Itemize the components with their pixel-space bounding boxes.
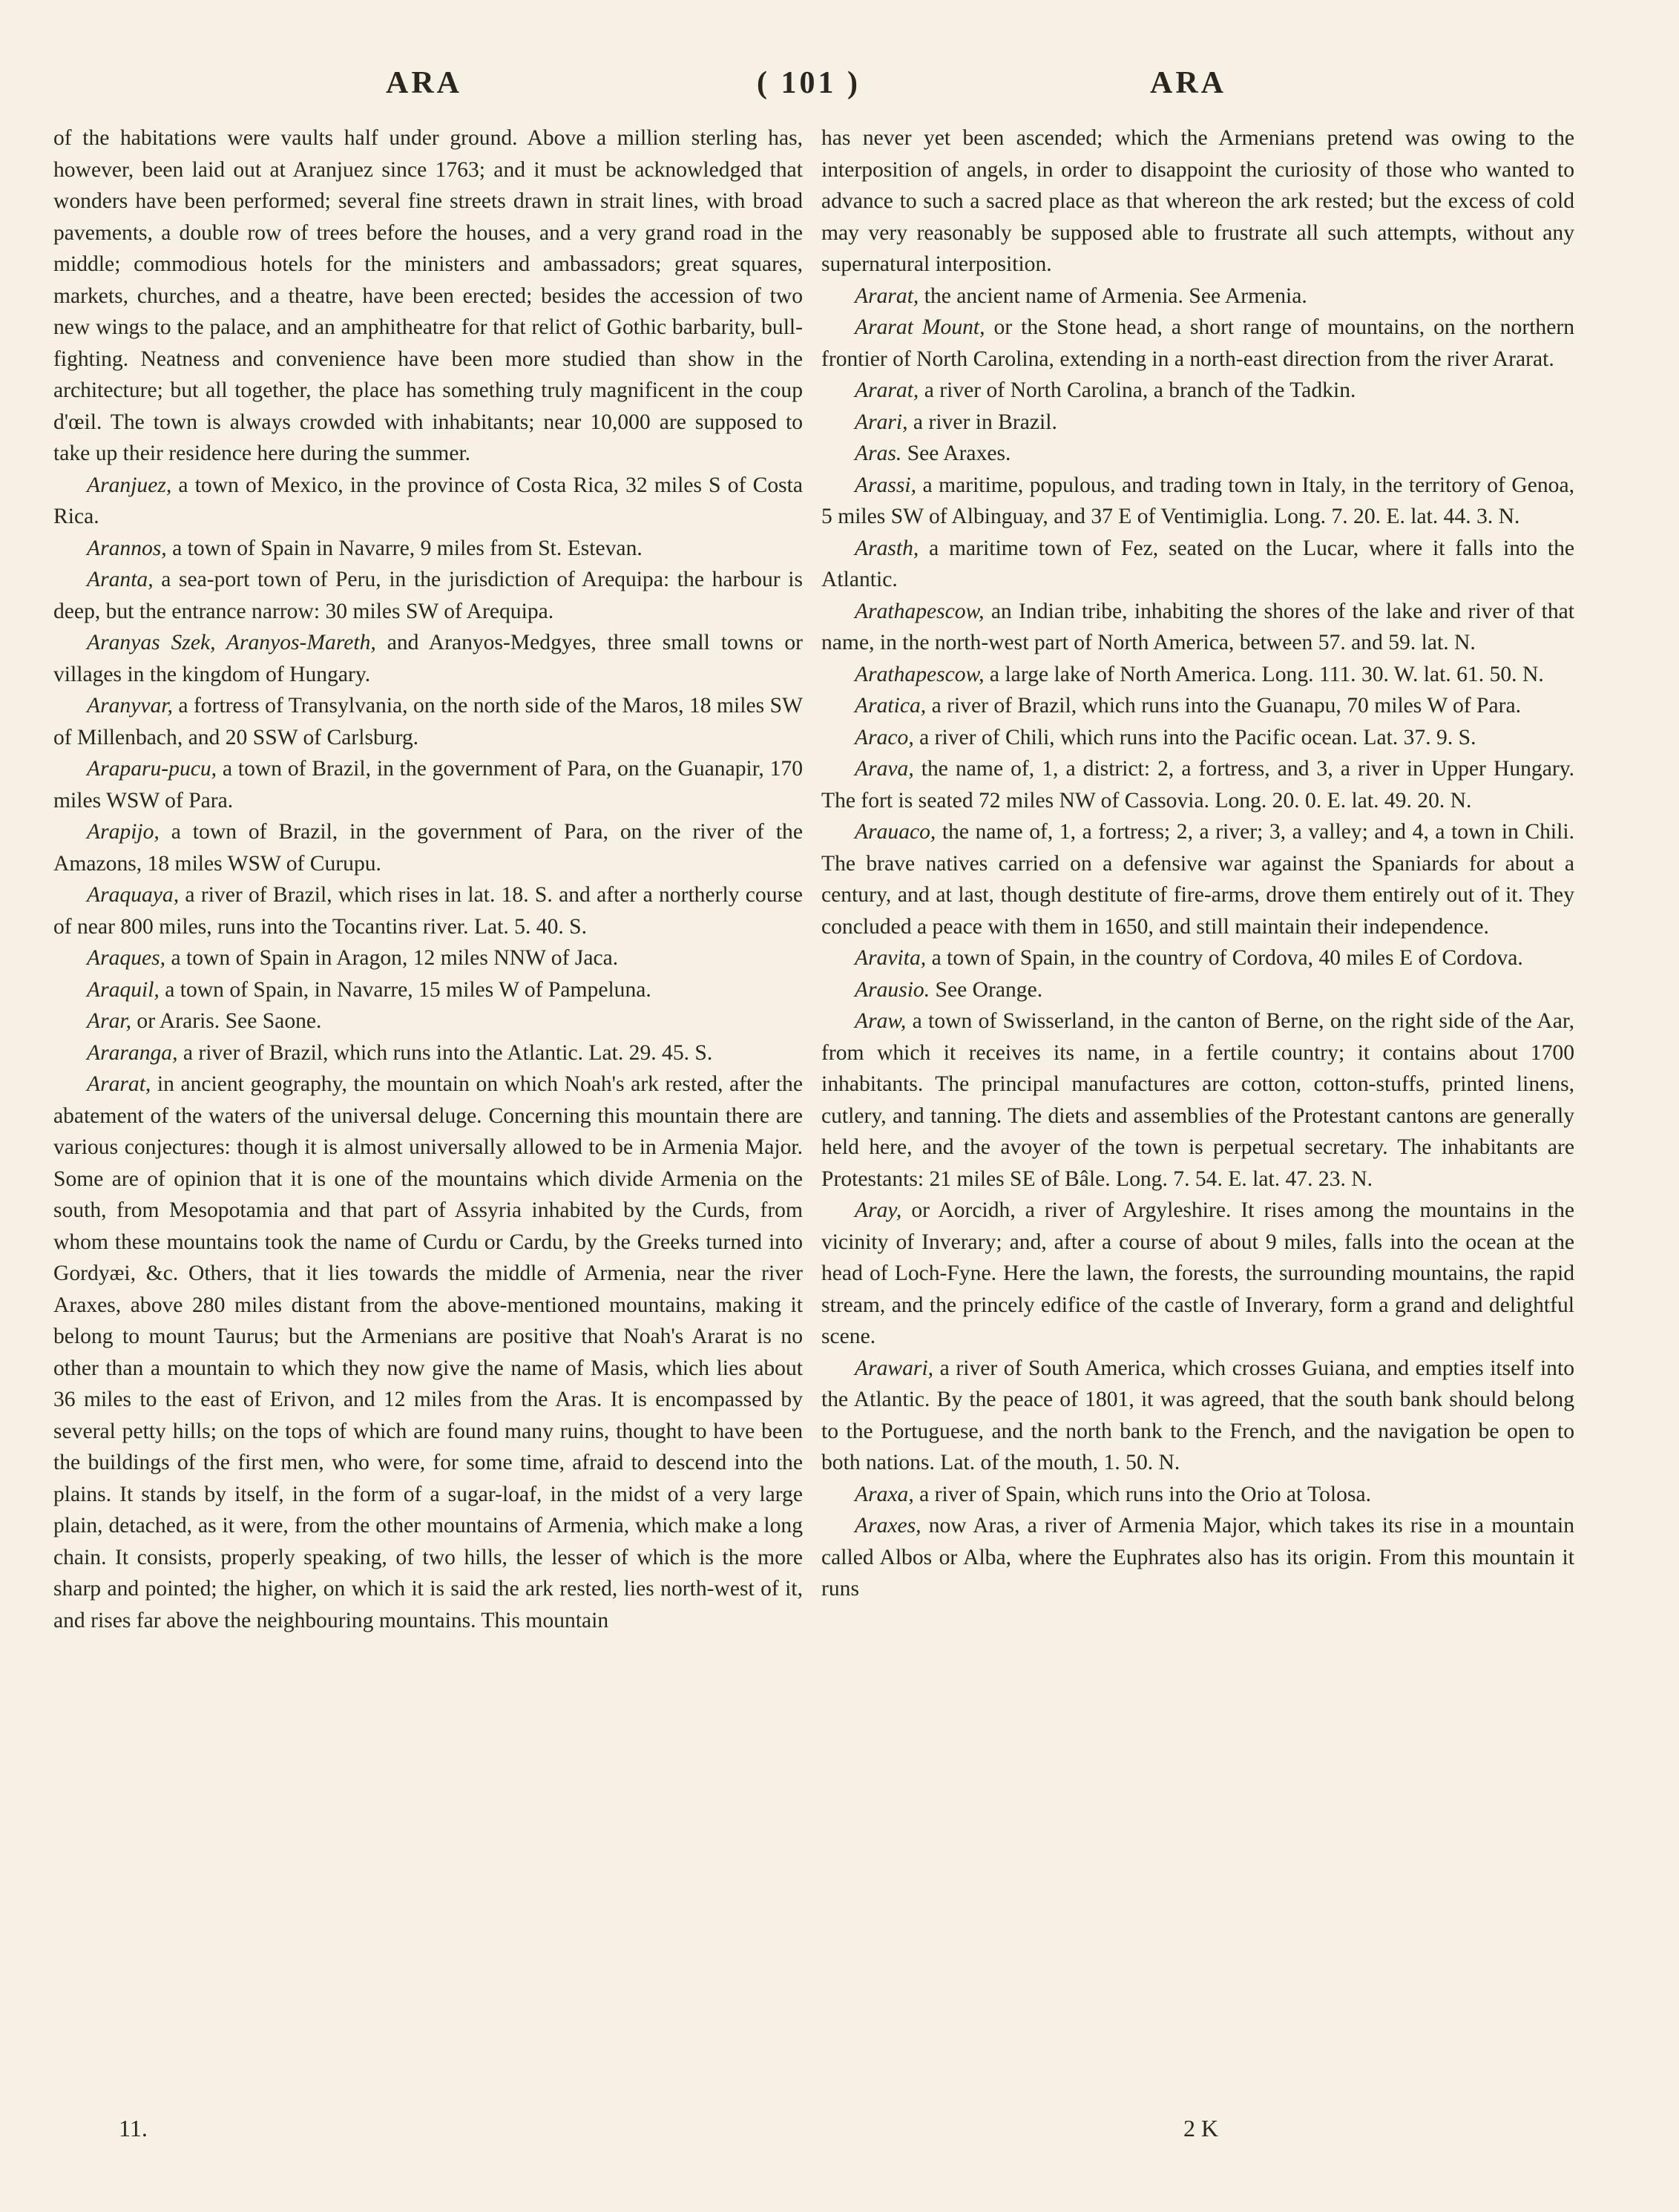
- entry-headword: Araw,: [855, 1009, 907, 1033]
- entry-body: a river of Brazil, which runs into the Guanapu, 70 miles W of Para.: [926, 694, 1522, 718]
- entry-headword: Araparu-pucu,: [87, 757, 217, 781]
- dictionary-entry: [53, 1005, 803, 1037]
- dictionary-entry: [53, 533, 803, 565]
- entry-headword: Araques,: [87, 946, 166, 970]
- dictionary-entry: [821, 753, 1574, 816]
- entry-headword: Ararat,: [855, 378, 919, 402]
- dictionary-entry: [821, 1510, 1574, 1605]
- entry-headword: Araxes,: [855, 1514, 921, 1537]
- entry-body: has never yet been ascended; which the Armenians pretend was owing to the interposition of angels, in order to disappoint the curiosity of those who wanted to advance to such a sacred place as that whereon the ark rested; but the excess of cold may very reasonably be supposed able to frustrate all such attempts, without any supernatural interposition.: [821, 126, 1574, 276]
- dictionary-entry: [821, 407, 1574, 439]
- entry-headword: Arassi,: [855, 473, 917, 497]
- entry-headword: Aras.: [855, 442, 902, 465]
- dictionary-entry: [821, 470, 1574, 533]
- header-right-word: ARA: [1150, 66, 1226, 100]
- gathering-mark: 2 K: [1183, 2115, 1219, 2142]
- entry-body: a river of Brazil, which rises in lat. 18. S. and after a northerly course of near 800 miles, runs into the Tocantins river. Lat. 5. 40. S.: [53, 883, 803, 939]
- entry-body: a river of South America, which crosses Guiana, and empties itself into the Atlantic. By the peace of 1801, it was agreed, that the south bank should belong to the Portuguese, and the north bank to the French, and the navigation be open to both nations. Lat. of the mouth, 1. 50. N.: [821, 1356, 1574, 1474]
- dictionary-entry: [821, 1195, 1574, 1353]
- entry-body: the name of, 1, a district: 2, a fortress, and 3, a river in Upper Hungary. The fort is seated 72 miles NW of Cassovia. Long. 20. 0. E. lat. 49. 20. N.: [821, 757, 1574, 813]
- dictionary-entry: [821, 816, 1574, 942]
- dictionary-entry: [53, 974, 803, 1006]
- entry-body: a town of Spain in Navarre, 9 miles from St. Estevan.: [166, 536, 643, 560]
- entry-body: See Araxes.: [901, 442, 1011, 465]
- entry-body: a large lake of North America. Long. 111. 30. W. lat. 61. 50. N.: [984, 662, 1544, 686]
- entry-headword: Arar,: [87, 1009, 132, 1033]
- entry-headword: Arauaco,: [855, 820, 936, 844]
- dictionary-entry: [53, 942, 803, 974]
- dictionary-entry: [821, 1005, 1574, 1195]
- dictionary-entry: [821, 533, 1574, 596]
- entry-headword: Aray,: [855, 1198, 902, 1222]
- entry-headword: Ararat,: [87, 1072, 151, 1096]
- entry-body: a town of Brazil, in the government of Para, on the river of the Amazons, 18 miles WSW of Curupu.: [53, 820, 803, 876]
- dictionary-entry: [821, 1353, 1574, 1479]
- dictionary-entry: [821, 974, 1574, 1006]
- entry-headword: Arausio.: [855, 977, 930, 1002]
- dictionary-entry: [821, 1479, 1574, 1511]
- dictionary-entry: [53, 470, 803, 533]
- entry-headword: Arawari,: [855, 1356, 934, 1380]
- entry-body: a town of Brazil, in the government of Para, on the Guanapir, 170 miles WSW of Para.: [53, 757, 803, 813]
- entry-headword: Arasth,: [855, 536, 919, 560]
- entry-body: a maritime, populous, and trading town in Italy, in the territory of Genoa, 5 miles SW of Albinguay, and 37 E of Ventimiglia. Long. 7. 20. E. lat. 44. 3. N.: [821, 473, 1574, 528]
- dictionary-entry: [821, 596, 1574, 659]
- entry-body: a maritime town of Fez, seated on the Lucar, where it falls into the Atlantic.: [821, 536, 1574, 591]
- entry-headword: Aranjuez,: [87, 473, 172, 497]
- entry-body: a town of Mexico, in the province of Costa Rica, 32 miles S of Costa Rica.: [53, 473, 803, 528]
- entry-headword: Arava,: [855, 757, 914, 781]
- dictionary-entry: [821, 375, 1574, 407]
- dictionary-entry: [53, 879, 803, 942]
- dictionary-entry: [53, 1037, 803, 1069]
- entry-headword: Arathapescow,: [855, 599, 985, 623]
- dictionary-entry: [821, 722, 1574, 754]
- dictionary-entry: [53, 816, 803, 879]
- left-column: [53, 122, 803, 1636]
- dictionary-entry: [53, 1069, 803, 1636]
- entry-headword: Arapijo,: [87, 820, 160, 844]
- entry-headword: Araquaya,: [87, 883, 180, 907]
- entry-headword: Ararat Mount,: [855, 315, 985, 339]
- entry-body: a town of Spain in Aragon, 12 miles NNW of Jaca.: [165, 946, 619, 970]
- entry-body: a river of Spain, which runs into the Orio at Tolosa.: [913, 1482, 1372, 1506]
- entry-headword: Ararat,: [855, 283, 919, 308]
- entry-body: an Indian tribe, inhabiting the shores of the lake and river of that name, in the north-west part of North America, between 57. and 59. lat. N.: [821, 599, 1574, 654]
- header-left-word: ARA: [386, 66, 462, 100]
- entry-body: a river in Brazil.: [907, 410, 1057, 434]
- dictionary-entry: [821, 942, 1574, 974]
- continued-text: [821, 122, 1574, 280]
- running-header: [52, 65, 1558, 117]
- entry-body: or the Stone head, a short range of mountains, on the northern frontier of North Carolina, extending in a north-east direction from the river Ararat.: [821, 315, 1574, 371]
- entry-body: or Araris. See Saone.: [131, 1009, 322, 1033]
- entry-headword: Araxa,: [855, 1482, 914, 1506]
- signature-mark: 11.: [119, 2115, 148, 2142]
- entry-body: a town of Spain, in the country of Cordova, 40 miles E of Cordova.: [926, 946, 1523, 970]
- entry-body: or Aorcidh, a river of Argyleshire. It rises among the mountains in the vicinity of Inverary; and, after a course of about 9 miles, falls into the ocean at the head of Loch-Fyne. Here the lawn, the forests, the surrounding mountains, the rapid stream, and the princely edifice of the castle of Inverary, form a grand and delightful scene.: [821, 1198, 1574, 1348]
- entry-body: a river of North Carolina, a branch of the Tadkin.: [919, 378, 1356, 402]
- entry-body: now Aras, a river of Armenia Major, which takes its rise in a mountain called Albos or Alba, where the Euphrates also has its origin. From this mountain it runs: [821, 1514, 1574, 1601]
- entry-headword: Aranyas Szek, Aranyos-Mareth,: [87, 631, 376, 654]
- entry-body: a sea-port town of Peru, in the jurisdiction of Arequipa: the harbour is deep, but the entrance narrow: 30 miles SW of Arequipa.: [53, 568, 803, 623]
- dictionary-entry: [53, 690, 803, 753]
- entry-headword: Aravita,: [855, 946, 927, 970]
- entry-body: a river of Chili, which runs into the Pacific ocean. Lat. 37. 9. S.: [913, 725, 1476, 749]
- entry-body: the name of, 1, a fortress; 2, a river; 3, a valley; and 4, a town in Chili. The brave natives carried on a defensive war against the Spaniards for about a century, and at last, though destitute of fire-arms, drove them entirely out of it. They concluded a peace with them in 1650, and still maintain their independence.: [821, 820, 1574, 939]
- dictionary-entry: [821, 438, 1574, 470]
- dictionary-entry: [821, 312, 1574, 375]
- dictionary-entry: [821, 280, 1574, 312]
- entry-headword: Arathapescow,: [855, 662, 985, 686]
- entry-body: the ancient name of Armenia. See Armenia.: [919, 283, 1307, 308]
- right-column: [821, 122, 1574, 1605]
- dictionary-entry: [53, 627, 803, 690]
- entry-body: a river of Brazil, which runs into the Atlantic. Lat. 29. 45. S.: [177, 1040, 713, 1065]
- dictionary-entry: [821, 659, 1574, 691]
- page-number: ( 101 ): [757, 66, 861, 100]
- entry-headword: Aratica,: [855, 694, 927, 718]
- entry-body: a town of Spain, in Navarre, 15 miles W of Pampeluna.: [159, 977, 651, 1002]
- continued-text: [53, 122, 803, 470]
- entry-headword: Araranga,: [87, 1040, 178, 1065]
- entry-body: a fortress of Transylvania, on the north side of the Maros, 18 miles SW of Millenbach, and 20 SSW of Carlsburg.: [53, 694, 803, 749]
- entry-body: in ancient geography, the mountain on which Noah's ark rested, after the abatement of the waters of the universal deluge. Concerning this mountain there are various conjectures: though it is almost universally allowed to be in Armenia Major. Some are of opinion that it is one of the mountains which divide Armenia on the south, from Mesopotamia and that part of Assyria inhabited by the Curds, from whom these mountains took the name of Curdu or Cardu, by the Greeks turned into Gordyæi, &c. Others, that it lies towards the middle of Armenia, near the river Araxes, above 280 miles distant from the above-mentioned mountains, making it belong to mount Taurus; but the Armenians are positive that Noah's Ararat is no other than a mountain to which they now give the name of Masis, which lies about 36 miles to the east of Erivon, and 12 miles from the Aras. It is encompassed by several petty hills; on the tops of which are found many ruins, thought to have been the buildings of the first men, who were, for some time, afraid to descend into the plains. It stands by itself, in the form of a sugar-loaf, in the midst of a very large plain, detached, as it were, from the other mountains of Armenia, which make a long chain. It consists, properly speaking, of two hills, the lesser of which is the more sharp and pointed; the higher, on which it is said the ark rested, lies north-west of it, and rises far above the neighbouring mountains. This mountain: [53, 1072, 803, 1632]
- entry-headword: Arannos,: [87, 536, 167, 560]
- entry-body: and Aranyos-Medgyes, three small towns or villages in the kingdom of Hungary.: [53, 631, 803, 686]
- entry-headword: Arari,: [855, 410, 908, 434]
- entry-headword: Aranyvar,: [87, 694, 173, 718]
- entry-body: See Orange.: [930, 977, 1043, 1002]
- dictionary-entry: [53, 753, 803, 816]
- dictionary-entry: [821, 690, 1574, 722]
- entry-headword: Araquil,: [87, 977, 160, 1002]
- entry-body: a town of Swisserland, in the canton of Berne, on the right side of the Aar, from which it receives its name, in a fertile country; it contains about 1700 inhabitants. The principal manufactures are cotton, cotton-stuffs, printed linens, cutlery, and tanning. The diets and assemblies of the Protestant cantons are generally held here, and the avoyer of the town is perpetual secretary. The inhabitants are Protestants: 21 miles SE of Bâle. Long. 7. 54. E. lat. 47. 23. N.: [821, 1009, 1574, 1191]
- entry-headword: Aranta,: [87, 568, 154, 591]
- dictionary-entry: [53, 564, 803, 627]
- entry-headword: Araco,: [855, 725, 914, 749]
- entry-body: of the habitations were vaults half under ground. Above a million sterling has, however, been laid out at Aranjuez since 1763; and it must be acknowledged that wonders have been performed; several fine streets drawn in strait lines, with broad pavements, a double row of trees before the houses, and a very grand road in the middle; commodious hotels for the ministers and ambassadors; great squares, markets, churches, and a theatre, have been erected; besides the accession of two new wings to the palace, and an amphitheatre for that relict of Gothic barbarity, bull-fighting. Neatness and convenience have been more studied than show in the architecture; but all together, the place has something truly magnificent in the coup d'œil. The town is always crowded with inhabitants; near 10,000 are supposed to take up their residence here during the summer.: [53, 126, 803, 465]
